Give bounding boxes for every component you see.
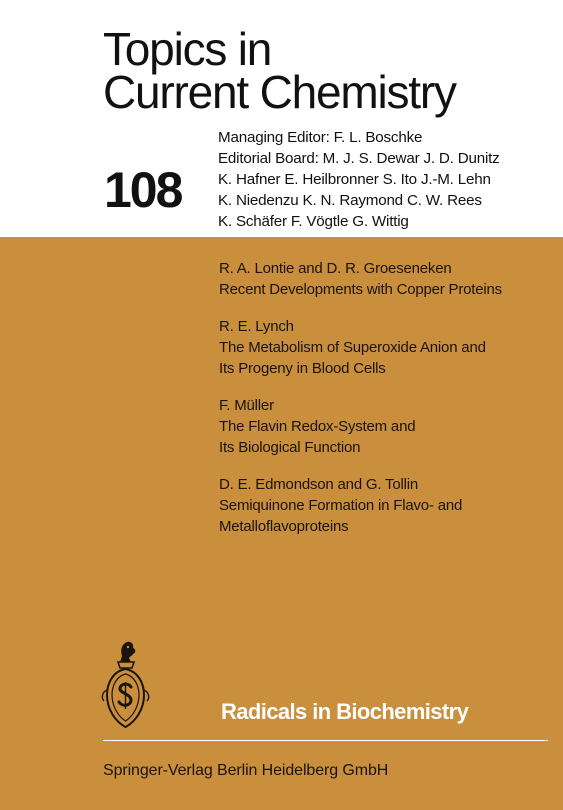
article-authors: F. Müller [219, 397, 274, 414]
editorial-board-line: K. Niedenzu K. N. Raymond C. W. Rees [218, 192, 482, 209]
article-title: Semiquinone Formation in Flavo- and [219, 497, 463, 514]
article-authors: R. A. Lontie and D. R. Groeseneken [219, 260, 452, 277]
article-title: Metalloflavoproteins [219, 518, 349, 535]
article-title: Its Biological Function [219, 439, 361, 456]
series-title-line-2: Current Chemistry [103, 66, 456, 118]
article-title: Its Progeny in Blood Cells [219, 360, 386, 377]
publisher-imprint: Springer-Verlag Berlin Heidelberg GmbH [103, 762, 389, 779]
article-entry [219, 395, 555, 458]
book-title: Radicals in Biochemistry [221, 699, 469, 724]
editorial-board-line: Editorial Board: M. J. S. Dewar J. D. Dunitz [218, 150, 500, 167]
article-title: Recent Developments with Copper Proteins [219, 281, 502, 298]
springer-knight-logo-icon [98, 638, 153, 732]
series-title [103, 23, 456, 118]
series-title-line-1: Topics in [103, 23, 272, 75]
article-entry [219, 316, 555, 379]
article-entry [219, 474, 555, 537]
article-authors: D. E. Edmondson and G. Tollin [219, 476, 419, 493]
volume-number: 108 [104, 162, 182, 218]
divider-line [103, 740, 548, 741]
article-title: The Flavin Redox-System and [219, 418, 416, 435]
cover-header [0, 0, 563, 237]
article-entry [219, 258, 555, 300]
editorial-board-line: K. Schäfer F. Vögtle G. Wittig [218, 213, 409, 230]
article-title: The Metabolism of Superoxide Anion and [219, 339, 486, 356]
managing-editor: Managing Editor: F. L. Boschke [218, 129, 423, 146]
article-authors: R. E. Lynch [219, 318, 294, 335]
editorial-board [218, 127, 500, 232]
table-of-contents [219, 258, 555, 553]
editorial-board-line: K. Hafner E. Heilbronner S. Ito J.-M. Lehn [218, 171, 491, 188]
